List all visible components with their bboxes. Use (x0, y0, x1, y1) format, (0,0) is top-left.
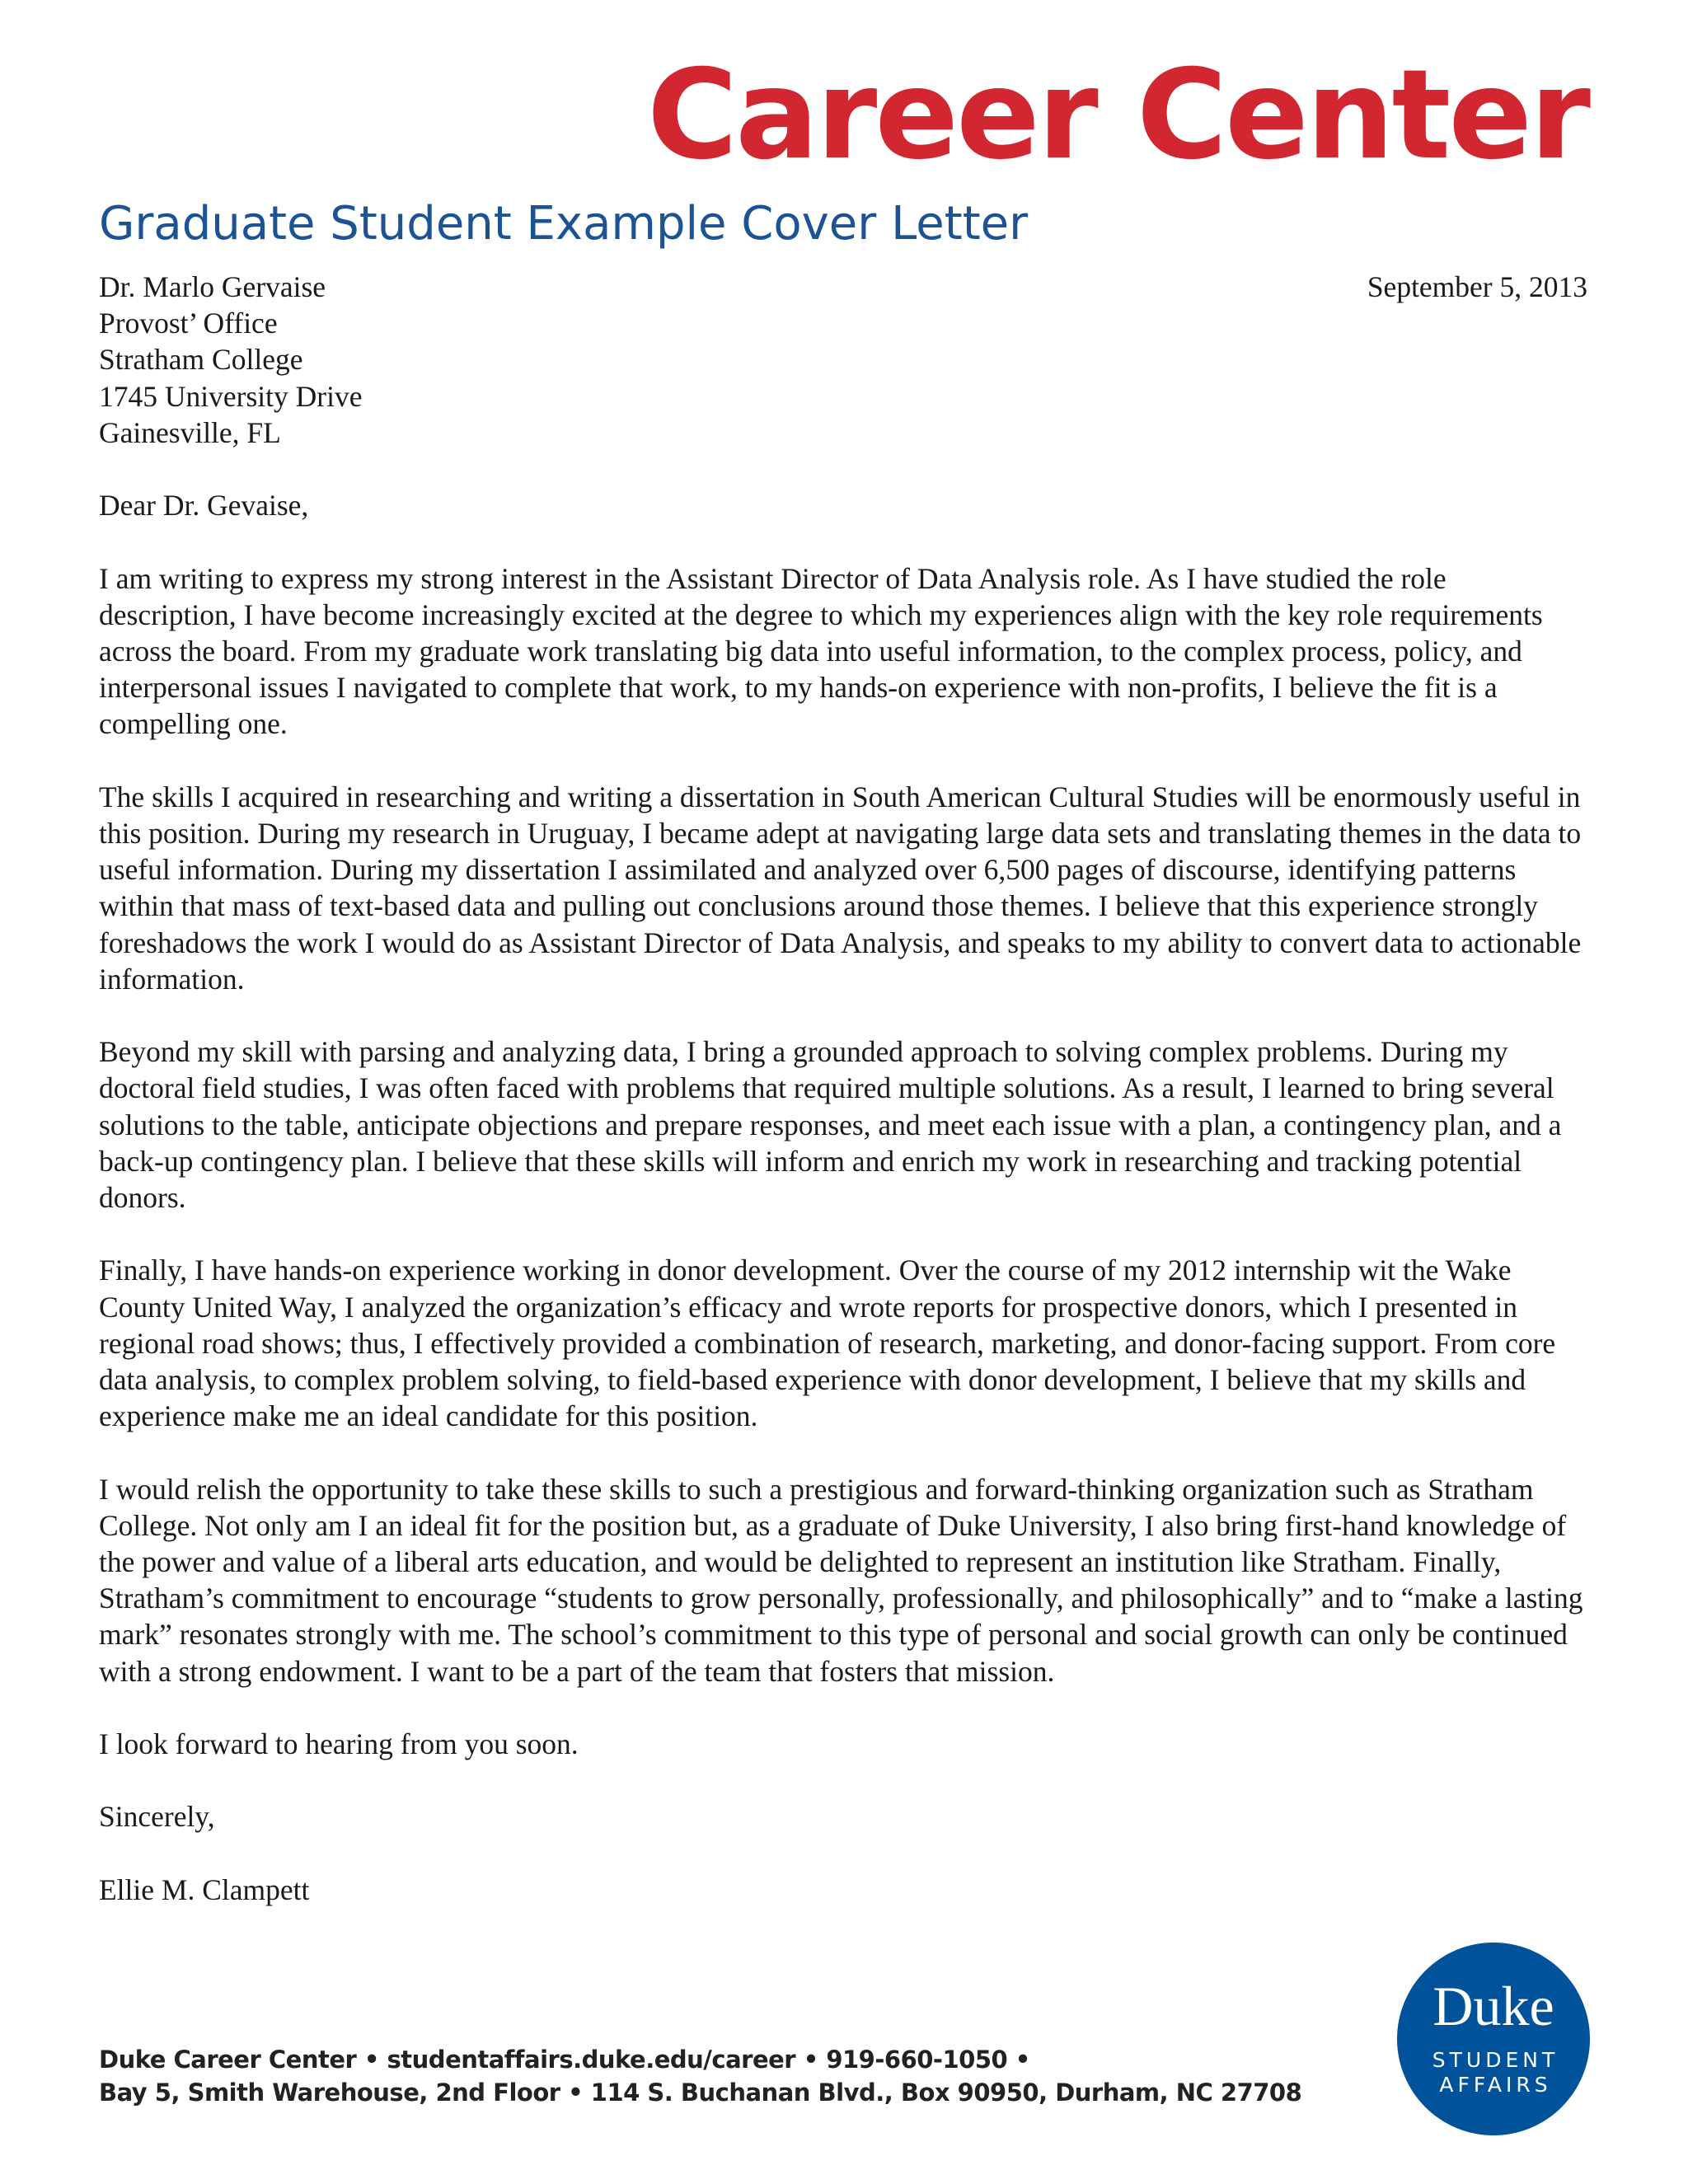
recipient-name: Dr. Marlo Gervaise (99, 270, 326, 303)
student-affairs-label (1397, 2048, 1590, 2097)
logo-line-affairs: AFFAIRS (1439, 2073, 1552, 2097)
closing: Sincerely, (99, 1800, 215, 1834)
recipient-street: 1745 University Drive (99, 379, 363, 413)
body-paragraph: I look forward to hearing from you soon. (99, 1727, 579, 1761)
letter-body (99, 269, 1587, 1944)
logo-line-student: STUDENT (1432, 2048, 1559, 2072)
body-paragraph: Finally, I have hands-on experience working in donor development. Over the course of my 2012 internship wit the Wake County United Way, I analyzed the organization’s efficacy and wrote reports for prospective donors, which I presented in regional road shows; thus, I effectively provided a combination of research, marketing, and donor-facing support. From core data analysis, to complex problem solving, to field-based experience with donor development, I believe that my skills and experience make me an ideal candidate for this position. (99, 1254, 1556, 1433)
duke-wordmark: Duke (1432, 1975, 1554, 2037)
recipient-city: Gainesville, FL (99, 415, 281, 449)
recipient-institution: Stratham College (99, 343, 303, 377)
body-paragraph: Beyond my skill with parsing and analyzing data, I bring a grounded approach to solving complex problems. During my doctoral field studies, I was often faced with problems that required multiple solutions. As a result, I learned to bring several solutions to the table, anticipate objections and prepare responses, and meet each issue with a plan, a contingency plan, and a back-up contingency plan. I believe that these skills will inform and enrich my work in researching and tracking potential donors. (99, 1035, 1562, 1215)
career-center-heading: Career Center (647, 44, 1588, 187)
contact-footer (99, 2043, 1301, 2109)
footer-line-address: Bay 5, Smith Warehouse, 2nd Floor • 114 S. Buchanan Blvd., Box 90950, Durham, NC 27708 (99, 2079, 1302, 2107)
salutation: Dear Dr. Gevaise, (99, 489, 309, 523)
body-paragraph: I am writing to express my strong interest in the Assistant Director of Data Analysis role. As I have studied the role description, I have become increasingly excited at the degree to which my experiences align with the key role requirements across the board. From my graduate work translating big data into useful information, to the complex process, policy, and interpersonal issues I navigated to complete that work, to my hands-on experience with non-profits, I believe the fit is a compelling one. (99, 561, 1543, 741)
footer-line-contact: Duke Career Center • studentaffairs.duke.edu/career • 919-660-1050 • (99, 2046, 1030, 2074)
duke-student-affairs-logo (1397, 1943, 1590, 2135)
body-paragraph: The skills I acquired in researching and writing a dissertation in South American Cultural Studies will be enormously useful in this position. During my research in Uruguay, I became adept at navigating large data sets and translating themes in the data to useful information. During my dissertation I assimilated and analyzed over 6,500 pages of discourse, identifying patterns within that mass of text-based data and pulling out conclusions around those themes. I believe that this experience strongly foreshadows the work I would do as Assistant Director of Data Analysis, and speaks to my ability to convert data to actionable information. (99, 780, 1582, 996)
letter-date: September 5, 2013 (1367, 270, 1587, 303)
signature: Ellie M. Clampett (99, 1872, 310, 1906)
body-paragraph: I would relish the opportunity to take these skills to such a prestigious and forward-thinking organization such as Stratham College. Not only am I an ideal fit for the position but, as a graduate of Duke University, I also bring first-hand knowledge of the power and value of a liberal arts education, and would be delighted to represent an institution like Stratham. Finally, Stratham’s commitment to encourage “students to grow personally, professionally, and philosophically” and to “make a lasting mark” resonates strongly with me. The school’s commitment to this type of personal and social growth can only be continued with a strong endowment. I want to be a part of the team that fosters that mission. (99, 1472, 1583, 1688)
recipient-address (99, 269, 1587, 451)
document-title: Graduate Student Example Cover Letter (99, 197, 1029, 251)
recipient-office: Provost’ Office (99, 307, 278, 340)
